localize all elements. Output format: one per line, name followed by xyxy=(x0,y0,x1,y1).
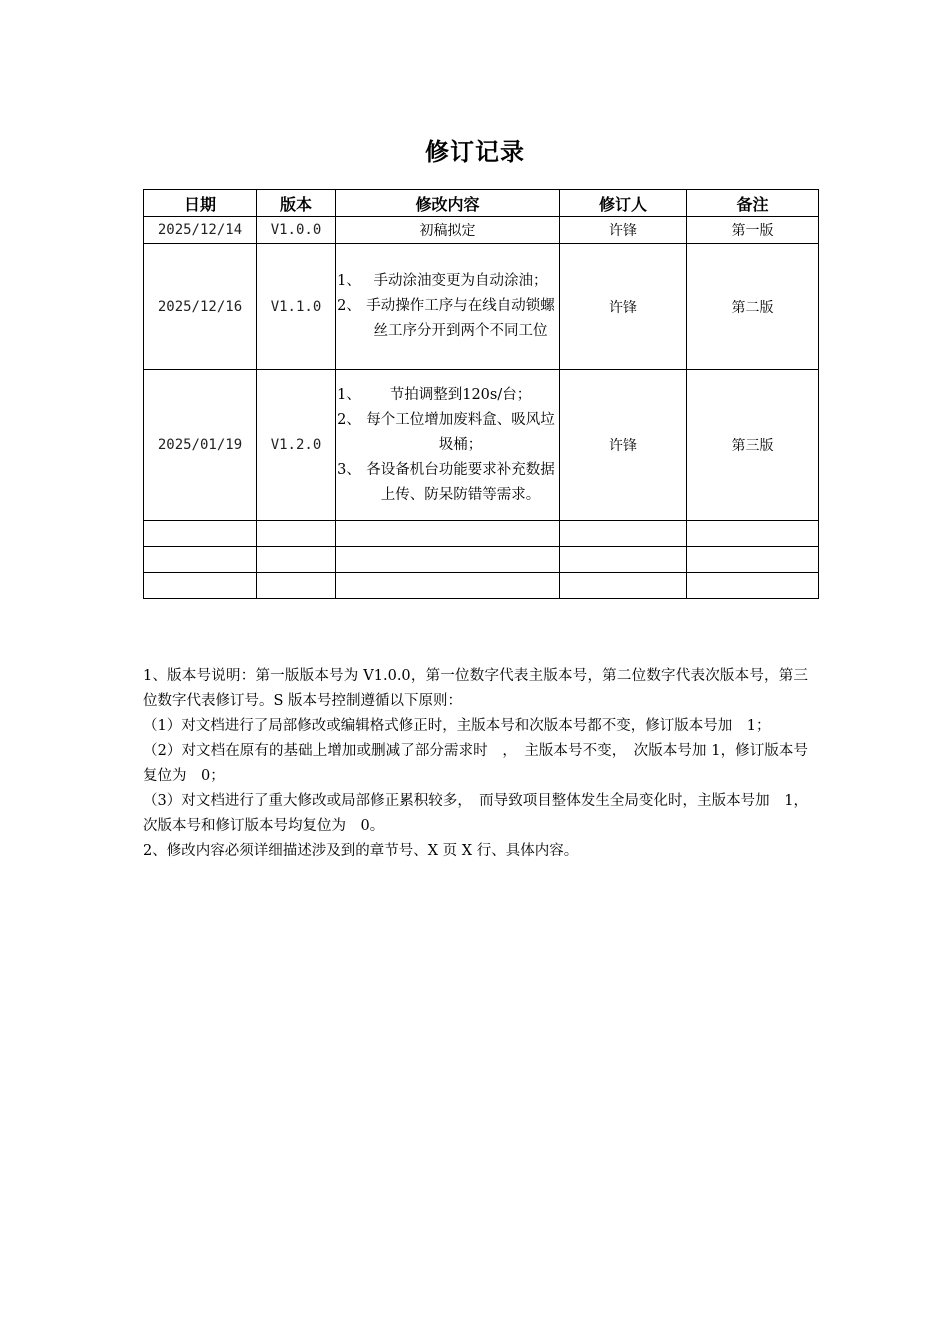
empty-cell xyxy=(336,521,560,547)
cell-content xyxy=(336,370,560,521)
list-item xyxy=(336,458,559,508)
empty-cell xyxy=(336,547,560,573)
item-text: 手动涂油变更为自动涂油； xyxy=(373,273,548,289)
header-note: 备注 xyxy=(687,190,819,217)
cell-reviser: 许锋 xyxy=(560,217,687,244)
list-item xyxy=(336,269,559,294)
cell-version: V1.2.0 xyxy=(257,370,336,521)
empty-cell xyxy=(560,573,687,599)
cell-date: 2025/01/19 xyxy=(144,370,257,521)
item-number: 2、 xyxy=(337,411,361,428)
empty-cell xyxy=(336,573,560,599)
header-version: 版本 xyxy=(257,190,336,217)
item-number: 2、 xyxy=(337,298,361,314)
item-text: 手动操作工序与在线自动锁螺丝工序分开到两个不同工位 xyxy=(366,298,555,339)
empty-cell xyxy=(560,547,687,573)
header-reviser: 修订人 xyxy=(560,190,687,217)
note-paragraph: （1）对文档进行了局部修改或编辑格式修正时，主版本号和次版本号都不变，修订版本号加 1； xyxy=(143,718,771,734)
empty-cell xyxy=(144,547,257,573)
table-row xyxy=(144,370,819,521)
cell-date: 2025/12/16 xyxy=(144,244,257,370)
cell-version: V1.0.0 xyxy=(257,217,336,244)
empty-cell xyxy=(144,521,257,547)
note-paragraph: 2、修改内容必须详细描述涉及到的章节号、X 页 X 行、具体内容。 xyxy=(143,843,579,859)
item-number: 1、 xyxy=(337,273,361,289)
table-row xyxy=(144,244,819,370)
note-paragraph: （3）对文档进行了重大修改或局部修正累积较多， 而导致项目整体发生全局变化时，主版本号加 1，次版本号和修订版本号均复位为 0。 xyxy=(143,793,808,834)
empty-cell xyxy=(144,573,257,599)
empty-cell xyxy=(560,521,687,547)
item-text: 每个工位增加废料盒、吸风垃圾桶； xyxy=(366,411,555,453)
item-number: 1、 xyxy=(337,386,361,403)
empty-row xyxy=(144,547,819,573)
cell-version: V1.1.0 xyxy=(257,244,336,370)
list-item xyxy=(336,408,559,458)
page-title: 修订记录 xyxy=(425,138,525,166)
empty-cell xyxy=(257,547,336,573)
list-item xyxy=(336,383,559,408)
item-text: 节拍调整到120s/台； xyxy=(389,386,532,403)
header-content: 修改内容 xyxy=(336,190,560,217)
empty-cell xyxy=(687,547,819,573)
cell-date: 2025/12/14 xyxy=(144,217,257,244)
revision-table xyxy=(143,189,819,599)
cell-content: 初稿拟定 xyxy=(336,217,560,244)
note-paragraph: 1、版本号说明：第一版版本号为 V1.0.0，第一位数字代表主版本号，第二位数字代表次版本号，第三位数字代表修订号。S 版本号控制遵循以下原则： xyxy=(143,668,808,709)
cell-note: 第二版 xyxy=(687,244,819,370)
empty-cell xyxy=(687,521,819,547)
empty-row xyxy=(144,573,819,599)
cell-reviser: 许锋 xyxy=(560,244,687,370)
header-date: 日期 xyxy=(144,190,257,217)
cell-note: 第三版 xyxy=(687,370,819,521)
cell-note: 第一版 xyxy=(687,217,819,244)
item-text: 各设备机台功能要求补充数据上传、防呆防错等需求。 xyxy=(366,461,555,503)
cell-content xyxy=(336,244,560,370)
table-header-row xyxy=(144,190,819,217)
list-item xyxy=(336,294,559,344)
item-number: 3、 xyxy=(337,461,361,478)
note-paragraph: （2）对文档在原有的基础上增加或删减了部分需求时 ， 主版本号不变， 次版本号加 1，修订版本号复位为 0； xyxy=(143,743,808,784)
table-row xyxy=(144,217,819,244)
empty-cell xyxy=(257,521,336,547)
empty-cell xyxy=(257,573,336,599)
cell-reviser: 许锋 xyxy=(560,370,687,521)
empty-cell xyxy=(687,573,819,599)
version-notes xyxy=(143,664,808,864)
empty-row xyxy=(144,521,819,547)
